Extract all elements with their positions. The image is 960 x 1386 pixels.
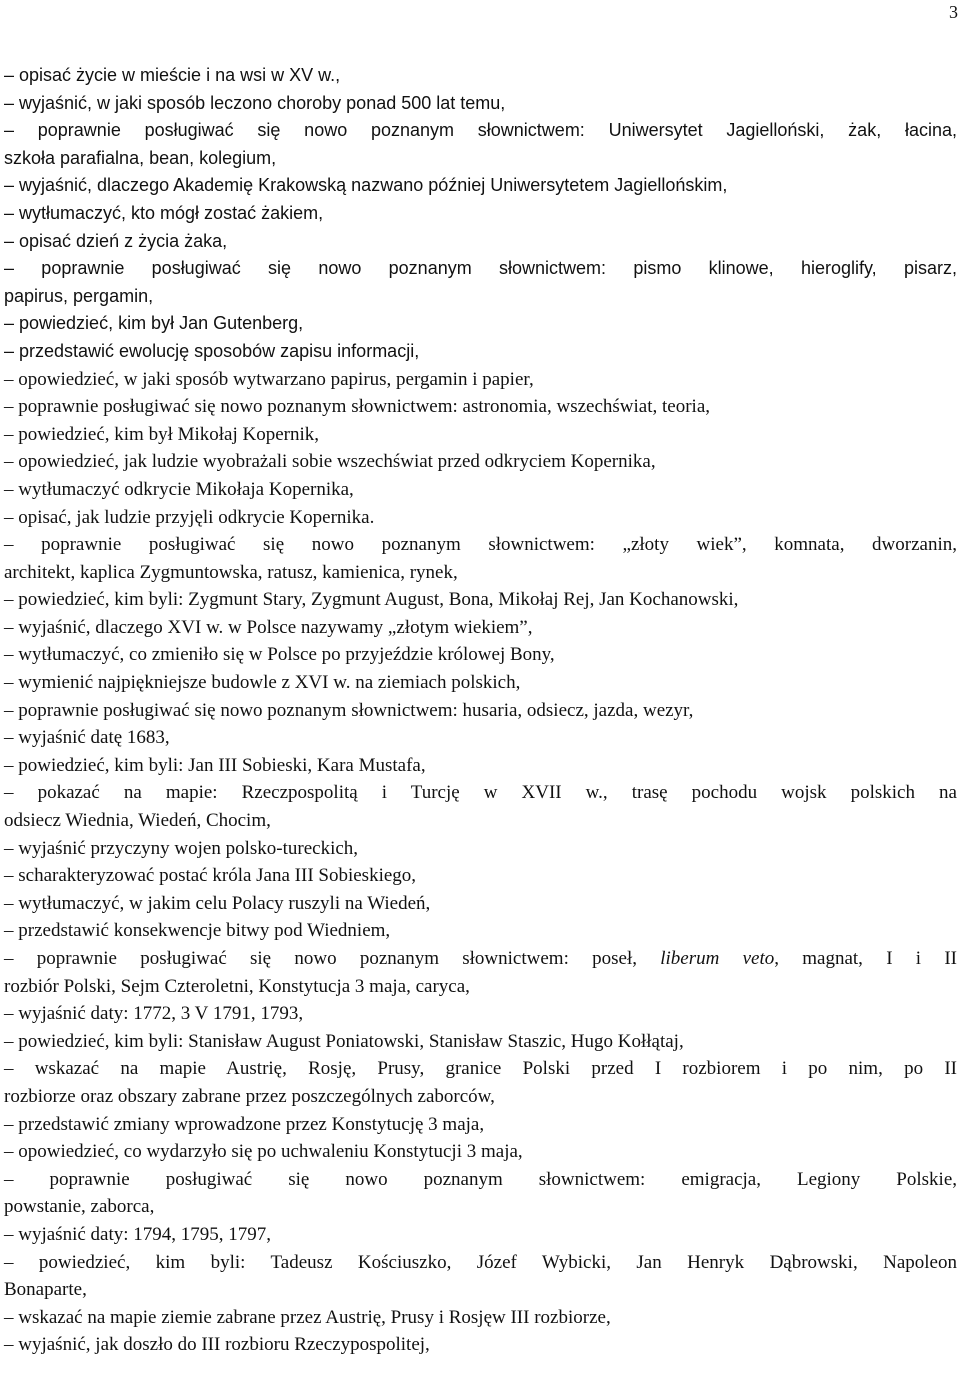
text-line: – opisać, jak ludzie przyjęli odkrycie Kopernika. [4,506,375,528]
text-line: – wyjaśnić, w jaki sposób leczono choroby ponad 500 lat temu, [4,92,506,113]
text-line: – wyjaśnić, dlaczego XVI w. w Polsce nazywamy „złotym wiekiem”, [4,616,533,638]
text-line: – powiedzieć, kim był Mikołaj Kopernik, [4,423,320,445]
italic-term: liberum veto [660,948,775,969]
text-line: – opowiedzieć, co wydarzyło się po uchwaleniu Konstytucji 3 maja, [4,1141,523,1163]
text-line: – powiedzieć, kim byli: Tadeusz Kościuszko, Józef Wybicki, Jan Henryk Dąbrowski, Napoleon [4,1251,957,1273]
text-line: – wyjaśnić daty: 1772, 3 V 1791, 1793, [4,1003,304,1025]
text-line: – powiedzieć, kim byli: Zygmunt Stary, Zygmunt August, Bona, Mikołaj Rej, Jan Kochanowski, [4,589,739,611]
text-line: – poprawnie posługiwać się nowo poznanym słownictwem: astronomia, wszechświat, teoria, [4,396,710,418]
text-line: – wytłumaczyć, kto mógł zostać żakiem, [4,202,324,223]
text-line: rozbiorze oraz obszary zabrane przez poszczególnych zaborców, [4,1085,495,1107]
text-line: architekt, kaplica Zygmuntowska, ratusz, kamienica, rynek, [4,561,458,583]
text-line: – wyjaśnić, dlaczego Akademię Krakowską nazwano później Uniwersytetem Jagiellońskim, [4,175,728,196]
text-line: – poprawnie posługiwać się nowo poznanym słownictwem: „złoty wiek”, komnata, dworzanin, [4,534,957,556]
text-line: – wymienić najpiękniejsze budowle z XVI w. na ziemiach polskich, [4,672,521,694]
text-line: – poprawnie posługiwać się nowo poznanym słownictwem: Uniwersytet Jagielloński, żak, łacina, [4,120,957,141]
text-fragment: – poprawnie posługiwać się nowo poznanym słownictwem: poseł, [4,948,661,969]
text-line: rozbiór Polski, Sejm Czteroletni, Konstytucja 3 maja, caryca, [4,975,470,997]
document-body [4,62,957,1359]
text-line: – przedstawić zmiany wprowadzone przez Konstytucję 3 maja, [4,1113,485,1135]
text-line: – opisać życie w mieście i na wsi w XV w., [4,65,341,85]
text-line: papirus, pergamin, [4,285,154,306]
text-line: – opisać dzień z życia żaka, [4,230,228,251]
text-line: – wyjaśnić, jak doszło do III rozbioru Rzeczypospolitej, [4,1334,430,1356]
text-line: – wytłumaczyć, co zmieniło się w Polsce po przyjeździe królowej Bony, [4,644,555,666]
text-line: odsiecz Wiednia, Wiedeń, Chocim, [4,810,271,832]
text-line: – poprawnie posługiwać się nowo poznanym słownictwem: emigracja, Legiony Polskie, [4,1168,957,1190]
text-line: – opowiedzieć, jak ludzie wyobrażali sobie wszechświat przed odkryciem Kopernika, [4,451,656,473]
text-line: – wyjaśnić przyczyny wojen polsko-tureckich, [4,837,359,859]
text-line: powstanie, zaborca, [4,1196,155,1218]
text-line: – pokazać na mapie: Rzeczpospolitą i Turcję w XVII w., trasę pochodu wojsk polskich na [4,782,957,804]
text-line: – wskazać na mapie Austrię, Rosję, Prusy, granice Polski przed I rozbiorem i po nim, po II [4,1058,957,1080]
text-fragment: , magnat, I i II [774,948,957,969]
text-line: – wskazać na mapie ziemie zabrane przez Austrię, Prusy i Rosjęw III rozbiorze, [4,1306,611,1328]
text-line: – przedstawić ewolucję sposobów zapisu informacji, [4,340,420,361]
text-line: – przedstawić konsekwencje bitwy pod Wiedniem, [4,920,391,942]
text-line: – poprawnie posługiwać się nowo poznanym słownictwem: husaria, odsiecz, jazda, wezyr, [4,699,694,721]
text-line: – wytłumaczyć, w jakim celu Polacy ruszyli na Wiedeń, [4,892,431,914]
text-line: – powiedzieć, kim byli: Jan III Sobieski, Kara Mustafa, [4,754,426,776]
page-number: 3 [949,2,958,22]
text-line: szkoła parafialna, bean, kolegium, [4,147,277,168]
text-line: – opowiedzieć, w jaki sposób wytwarzano papirus, pergamin i papier, [4,368,534,390]
text-line: – wytłumaczyć odkrycie Mikołaja Kopernika, [4,478,354,500]
text-line: – powiedzieć, kim byli: Stanisław August Poniatowski, Stanisław Staszic, Hugo Kołłątaj, [4,1030,684,1052]
text-line: – poprawnie posługiwać się nowo poznanym słownictwem: pismo klinowe, hieroglify, pisarz, [4,258,957,279]
text-line: – scharakteryzować postać króla Jana III Sobieskiego, [4,865,417,887]
text-line [4,945,957,973]
text-line: – wyjaśnić datę 1683, [4,727,170,749]
text-line: – wyjaśnić daty: 1794, 1795, 1797, [4,1223,272,1245]
text-line: Bonaparte, [4,1279,87,1301]
text-line: – powiedzieć, kim był Jan Gutenberg, [4,313,304,334]
